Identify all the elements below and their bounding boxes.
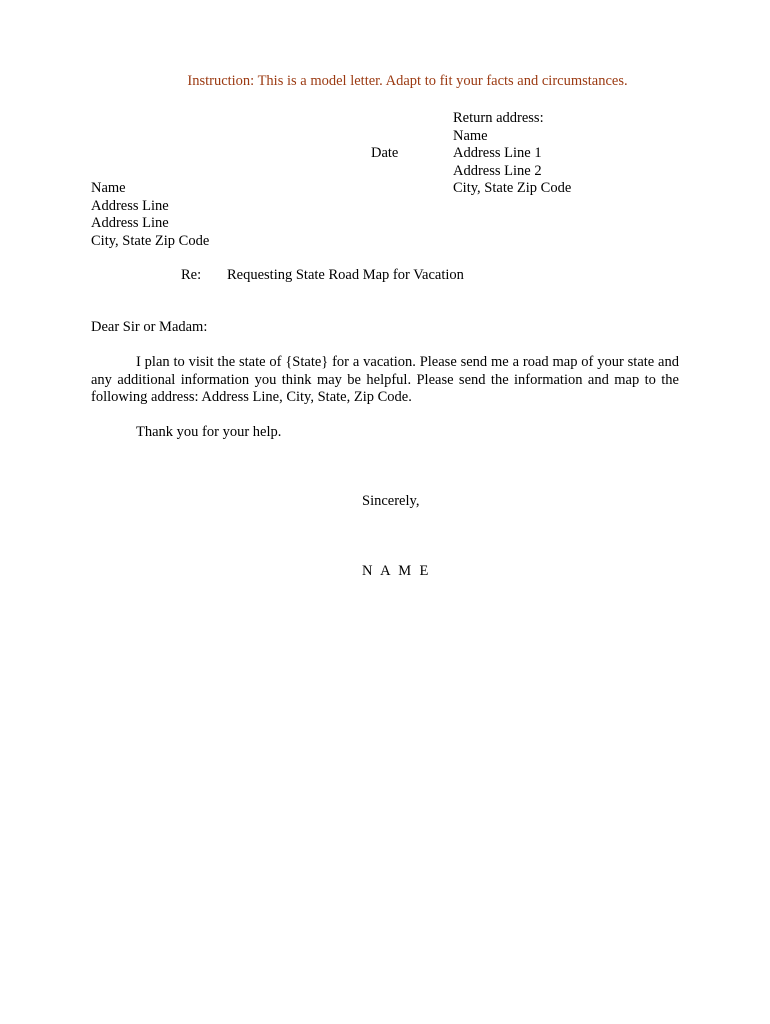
return-address-line-1: Address Line 1	[453, 145, 542, 161]
closing-line: Sincerely,	[362, 493, 420, 509]
re-subject: Requesting State Road Map for Vacation	[227, 267, 464, 283]
recipient-name: Name	[91, 180, 126, 196]
return-address-line-2: Address Line 2	[453, 162, 542, 179]
recipient-address-line-2: Address Line	[91, 215, 169, 231]
thanks-line: Thank you for your help.	[136, 424, 282, 440]
letter-body-paragraph: I plan to visit the state of {State} for a vacation. Please send me a road map of your state and any additional information you think may be helpful. Please send the information and map to the following address: Address Line, City, State, Zip Code.	[91, 354, 679, 405]
recipient-city-state-zip: City, State Zip Code	[91, 232, 210, 249]
date-field: Date	[371, 145, 399, 161]
return-address-block	[453, 110, 571, 198]
return-address-city-state-zip: City, State Zip Code	[453, 180, 572, 196]
recipient-address-block	[91, 180, 209, 250]
re-label: Re:	[181, 267, 202, 283]
return-address-heading: Return address:	[453, 110, 544, 126]
instruction-note: Instruction: This is a model letter. Adapt to fit your facts and circumstances.	[187, 73, 628, 89]
recipient-address-line-1: Address Line	[91, 197, 169, 214]
return-address-name: Name	[453, 127, 488, 144]
salutation: Dear Sir or Madam:	[91, 319, 208, 335]
signature-name: N A M E	[362, 563, 431, 579]
